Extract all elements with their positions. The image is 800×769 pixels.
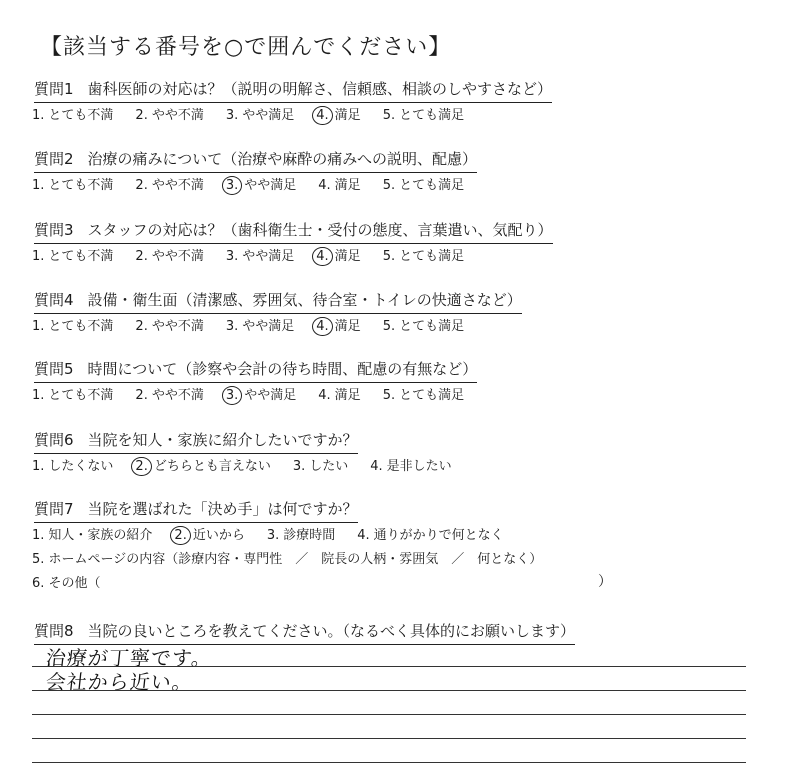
- question-text: 治療の痛みについて（治療や麻酔の痛みへの説明、配慮）: [87, 150, 477, 168]
- question-text: 設備・衛生面（清潔感、雰囲気、待合室・トイレの快適さなど）: [87, 291, 522, 309]
- question-number: 質問2: [34, 150, 74, 168]
- options-q7: [32, 524, 526, 543]
- option-5[interactable]: 5. とても満足: [382, 249, 465, 264]
- option-6-row[interactable]: 6. その他（: [32, 576, 101, 591]
- question-number: 質問1: [34, 80, 74, 98]
- option-3[interactable]: 3. やや満足: [225, 319, 295, 334]
- option-4-selected[interactable]: 4. 満足: [316, 104, 360, 123]
- option-1[interactable]: 1. とても不満: [32, 319, 114, 334]
- option-3[interactable]: 3. やや満足: [225, 108, 295, 123]
- option-2-selected[interactable]: 2. どちらとも言えない: [135, 455, 270, 474]
- question-7: [34, 498, 358, 523]
- option-1[interactable]: 1. とても不満: [32, 249, 114, 264]
- option-4[interactable]: 4. 満足: [318, 388, 361, 403]
- option-4[interactable]: 4. 是非したい: [370, 459, 452, 474]
- option-3[interactable]: 3. したい: [292, 459, 349, 474]
- option-5[interactable]: 5. とても満足: [382, 388, 465, 403]
- option-4-selected[interactable]: 4. 満足: [316, 315, 360, 334]
- options-q4: [32, 315, 486, 334]
- question-text: 当院を選ばれた「決め手」は何ですか？: [87, 500, 358, 518]
- option-4[interactable]: 4. 通りがかりで何となく: [357, 528, 504, 543]
- option-2-selected[interactable]: 2. 近いから: [174, 524, 244, 543]
- writing-line: [32, 714, 746, 715]
- question-5: [34, 358, 477, 383]
- options-q3: [32, 245, 486, 264]
- writing-line: [32, 738, 746, 739]
- option-4-selected[interactable]: 4. 満足: [316, 245, 360, 264]
- option-3[interactable]: 3. 診療時間: [266, 528, 336, 543]
- question-title: [34, 78, 552, 103]
- question-number: 質問6: [34, 431, 74, 449]
- form-header: 【該当する番号を○で囲んでください】: [40, 35, 452, 60]
- question-text: 歯科医師の対応は？（説明の明解さ、信頼感、相談のしやすさなど）: [87, 80, 552, 98]
- question-text: 当院の良いところを教えてください。（なるべく具体的にお願いします）: [87, 622, 576, 640]
- writing-line: [32, 666, 746, 667]
- option-2[interactable]: 2. やや不満: [135, 178, 204, 193]
- question-title: [34, 429, 358, 454]
- question-title: [34, 148, 477, 173]
- question-title: [34, 498, 358, 523]
- question-2: [34, 148, 477, 173]
- option-1[interactable]: 1. とても不満: [32, 388, 114, 403]
- options-q6: [32, 455, 474, 474]
- option-5[interactable]: 5. とても満足: [382, 108, 465, 123]
- option-5-row[interactable]: 5. ホームページの内容（診療内容・専門性 ／ 院長の人柄・雰囲気 ／ 何となく）: [32, 552, 543, 567]
- options-q2: [32, 174, 486, 193]
- option-5[interactable]: 5. とても満足: [382, 178, 465, 193]
- writing-line: [32, 690, 746, 691]
- handwritten-answer-2: 会社から近い。: [44, 670, 195, 694]
- question-title: [34, 358, 477, 383]
- option-6-close-paren: ）: [598, 574, 612, 590]
- question-number: 質問3: [34, 221, 74, 239]
- option-2[interactable]: 2. やや不満: [135, 108, 204, 123]
- option-5[interactable]: 5. とても満足: [382, 319, 465, 334]
- question-title: [34, 289, 522, 314]
- question-number: 質問5: [34, 360, 74, 378]
- question-6: [34, 429, 358, 454]
- options-q1: [32, 104, 486, 123]
- question-4: [34, 289, 522, 314]
- writing-line: [32, 762, 746, 763]
- question-text: 当院を知人・家族に紹介したいですか？: [87, 431, 358, 449]
- option-2[interactable]: 2. やや不満: [135, 249, 204, 264]
- question-number: 質問4: [34, 291, 74, 309]
- handwritten-answer-1: 治療が丁寧です。: [44, 646, 214, 670]
- option-4[interactable]: 4. 満足: [318, 178, 361, 193]
- option-3-selected[interactable]: 3. やや満足: [226, 384, 296, 403]
- question-text: スタッフの対応は？（歯科衛生士・受付の態度、言葉遣い、気配り）: [87, 221, 553, 239]
- option-3-selected[interactable]: 3. やや満足: [226, 174, 296, 193]
- question-number: 質問7: [34, 500, 74, 518]
- question-1: [34, 78, 552, 103]
- question-text: 時間について（診察や会計の待ち時間、配慮の有無など）: [87, 360, 478, 378]
- question-number: 質問8: [34, 622, 74, 640]
- option-2[interactable]: 2. やや不満: [135, 319, 204, 334]
- question-3: [34, 219, 553, 244]
- option-1[interactable]: 1. とても不満: [32, 178, 114, 193]
- options-q5: [32, 384, 486, 403]
- option-2[interactable]: 2. やや不満: [135, 388, 204, 403]
- option-1[interactable]: 1. したくない: [32, 459, 114, 474]
- option-1[interactable]: 1. 知人・家族の紹介: [32, 528, 153, 543]
- question-title: [34, 219, 553, 244]
- option-1[interactable]: 1. とても不満: [32, 108, 114, 123]
- option-3[interactable]: 3. やや満足: [225, 249, 295, 264]
